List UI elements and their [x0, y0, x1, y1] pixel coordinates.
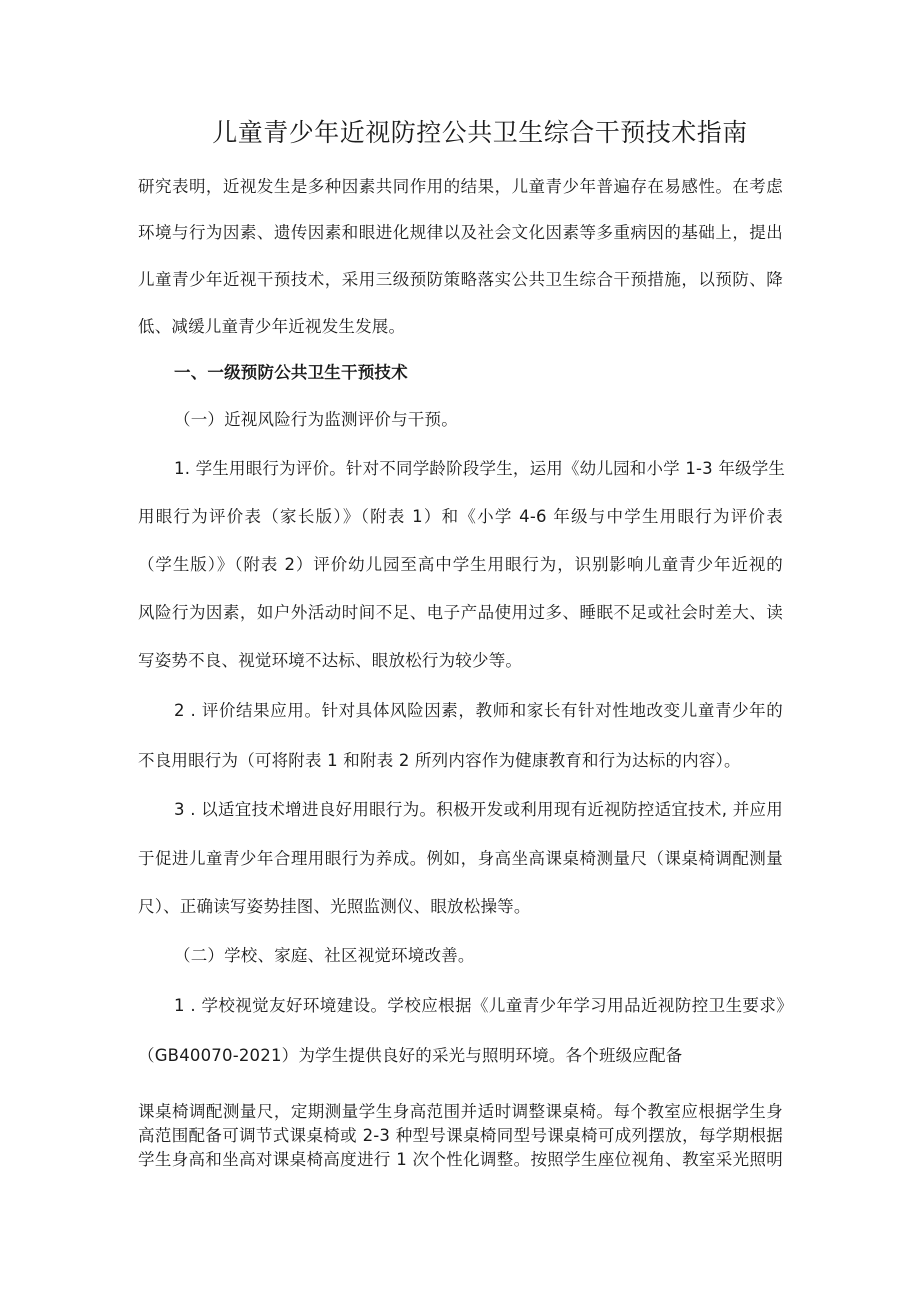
item-line: 课桌椅调配测量尺，定期测量学生身高范围并适时调整课桌椅。每个教室应根据学生身 — [138, 1102, 783, 1121]
item-line: （学生版）》（附表 2）评价幼儿园至高中学生用眼行为，识别影响儿童青少年近视的 — [138, 555, 783, 574]
intro-line: 环境与行为因素、遗传因素和眼进化规律以及社会文化因素等多重病因的基础上，提出 — [138, 223, 783, 242]
item-line: 风险行为因素，如户外活动时间不足、电子产品使用过多、睡眠不足或社会时差大、读 — [138, 603, 783, 622]
document-title: 儿童青少年近视防控公共卫生综合干预技术指南 — [212, 118, 748, 147]
item-line: 1. 学生用眼行为评价。针对不同学龄阶段学生，运用《幼儿园和小学 1-3 年级学生 — [174, 459, 786, 478]
intro-line: 低、减缓儿童青少年近视发生发展。 — [138, 317, 406, 336]
item-line: 高范围配备可调节式课桌椅或 2-3 种型号课桌椅同型号课桌椅可成列摆放，每学期根据 — [138, 1126, 783, 1145]
item-line: 尺）、正确读写姿势挂图、光照监测仪、眼放松操等。 — [138, 897, 531, 916]
item-line: （GB40070-2021）为学生提供良好的采光与照明环境。各个班级应配备 — [138, 1046, 683, 1065]
item-line: 1 . 学校视觉友好环境建设。学校应根据《儿童青少年学习用品近视防控卫生要求》 — [174, 996, 793, 1015]
item-line: 2 . 评价结果应用。针对具体风险因素，教师和家长有针对性地改变儿童青少年的 — [174, 701, 783, 720]
subsection-heading: （一）近视风险行为监测评价与干预。 — [174, 410, 458, 429]
item-line: 学生身高和坐高对课桌椅高度进行 1 次个性化调整。按照学生座位视角、教室采光照明 — [138, 1150, 783, 1169]
item-line: 写姿势不良、视觉环境不达标、眼放松行为较少等。 — [138, 651, 523, 670]
section-heading: 一、一级预防公共卫生干预技术 — [174, 363, 408, 382]
intro-line: 研究表明，近视发生是多种因素共同作用的结果，儿童青少年普遍存在易感性。在考虑 — [138, 177, 783, 196]
item-line: 不良用眼行为（可将附表 1 和附表 2 所列内容作为健康教育和行为达标的内容）。 — [138, 751, 741, 770]
intro-line: 儿童青少年近视干预技术，采用三级预防策略落实公共卫生综合干预措施，以预防、降 — [138, 270, 783, 289]
item-line: 3 . 以适宜技术增进良好用眼行为。积极开发或利用现有近视防控适宜技术, 并应用 — [174, 800, 783, 819]
subsection-heading: （二）学校、家庭、社区视觉环境改善。 — [174, 946, 475, 965]
item-line: 于促进儿童青少年合理用眼行为养成。例如，身高坐高课桌椅测量尺（课桌椅调配测量 — [138, 849, 783, 868]
item-line: 用眼行为评价表（家长版）》（附表 1）和《小学 4-6 年级与中学生用眼行为评价表 — [138, 507, 783, 526]
